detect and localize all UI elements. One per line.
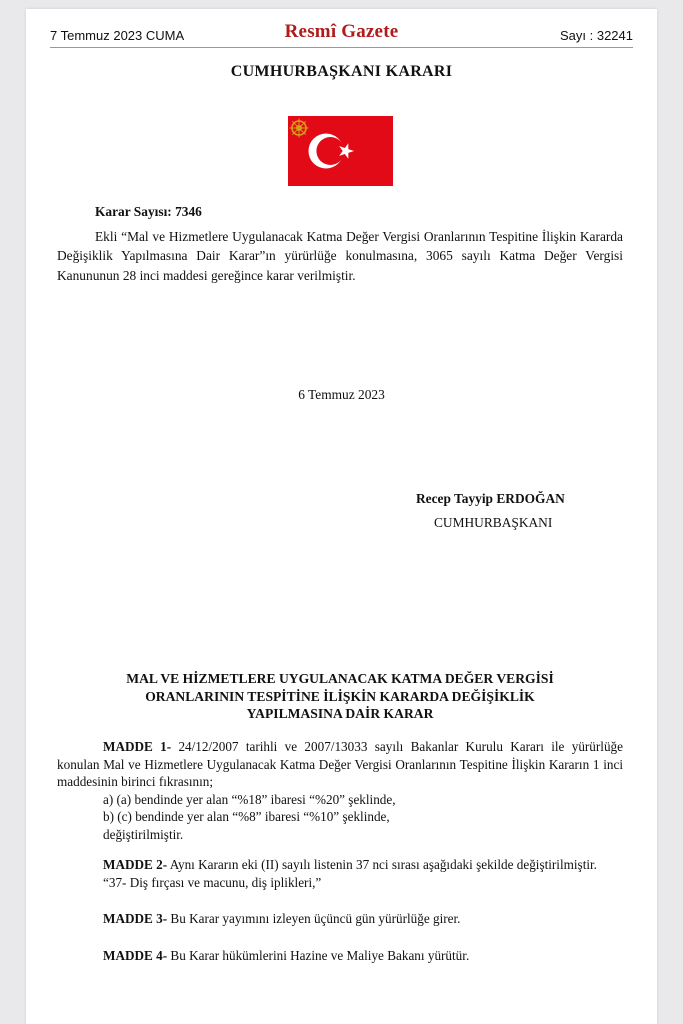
article-label: MADDE 3- — [103, 911, 168, 926]
issue-number: Sayı : 32241 — [560, 28, 633, 43]
article-1 — [57, 738, 623, 791]
article-3 — [57, 910, 623, 928]
decision-body: Ekli “Mal ve Hizmetlere Uygulanacak Katma Değer Vergisi Oranlarının Tespitine İlişkin Kararda Değişiklik Yapılmasına Dair Karar”ın yürürlüğe konulmasına, 3065 sayılı Katma Değer Vergisi Kanununun 28 inci maddesi gereğince karar verilmiştir. — [57, 228, 623, 283]
decree-articles — [57, 738, 623, 964]
flag-crescent-inner — [316, 137, 344, 165]
turkish-flag-icon — [288, 116, 393, 186]
gazette-title: Resmî Gazete — [284, 21, 399, 42]
gazette-page — [26, 9, 657, 1024]
article-text: 24/12/2007 tarihli ve 2007/13033 sayılı Bakanlar Kurulu Kararı ile yürürlüğe konulan Mal ve Hizmetlere Uygulanacak Katma Değer Vergisi Oranlarının Tespitine İlişkin Kararın 1 inci maddesinin birinci fıkrasının; — [57, 739, 624, 789]
article-2-quote: “37- Diş fırçası ve macunu, diş iplikleri,” — [103, 874, 322, 890]
signature-block — [416, 487, 596, 535]
decree-title-line: ORANLARININ TESPİTİNE İLİŞKİN KARARDA DEĞİŞİKLİK — [145, 688, 535, 704]
article-1-item-a: a) (a) bendinde yer alan “%18” ibaresi “%20” şeklinde, — [103, 791, 396, 807]
article-label: MADDE 2- — [103, 857, 168, 872]
signer-name: Recep Tayyip ERDOĞAN — [416, 491, 565, 506]
decree-title-line: MAL VE HİZMETLERE UYGULANACAK KATMA DEĞER VERGİSİ — [126, 671, 554, 686]
presidential-seal-icon — [290, 119, 309, 138]
decree-title-line: YAPILMASINA DAİR KARAR — [246, 706, 434, 721]
article-text: Bu Karar hükümlerini Hazine ve Maliye Bakanı yürütür. — [170, 947, 470, 963]
article-1-item-b: b) (c) bendinde yer alan “%8” ibaresi “%10” şeklinde, — [103, 809, 390, 824]
article-4 — [57, 947, 623, 965]
article-text: Bu Karar yayımını izleyen üçüncü gün yürürlüğe girer. — [170, 911, 461, 926]
article-1-closing: değiştirilmiştir. — [103, 826, 184, 842]
article-2 — [57, 856, 623, 874]
article-label: MADDE 1- — [103, 739, 172, 754]
decision-block — [57, 202, 623, 285]
article-text: Aynı Kararın eki (II) sayılı listenin 37 nci sırası aşağıdaki şekilde değiştirilmiştir. — [169, 857, 597, 872]
signature-date: 6 Temmuz 2023 — [298, 387, 385, 402]
publication-date: 7 Temmuz 2023 CUMA — [50, 28, 185, 43]
article-label: MADDE 4- — [103, 947, 168, 963]
decree-title — [57, 670, 623, 723]
signer-title: CUMHURBAŞKANI — [434, 515, 553, 530]
section-title: CUMHURBAŞKANI KARARI — [230, 63, 453, 80]
header-divider — [50, 47, 633, 48]
decision-number: Karar Sayısı: 7346 — [95, 204, 202, 219]
